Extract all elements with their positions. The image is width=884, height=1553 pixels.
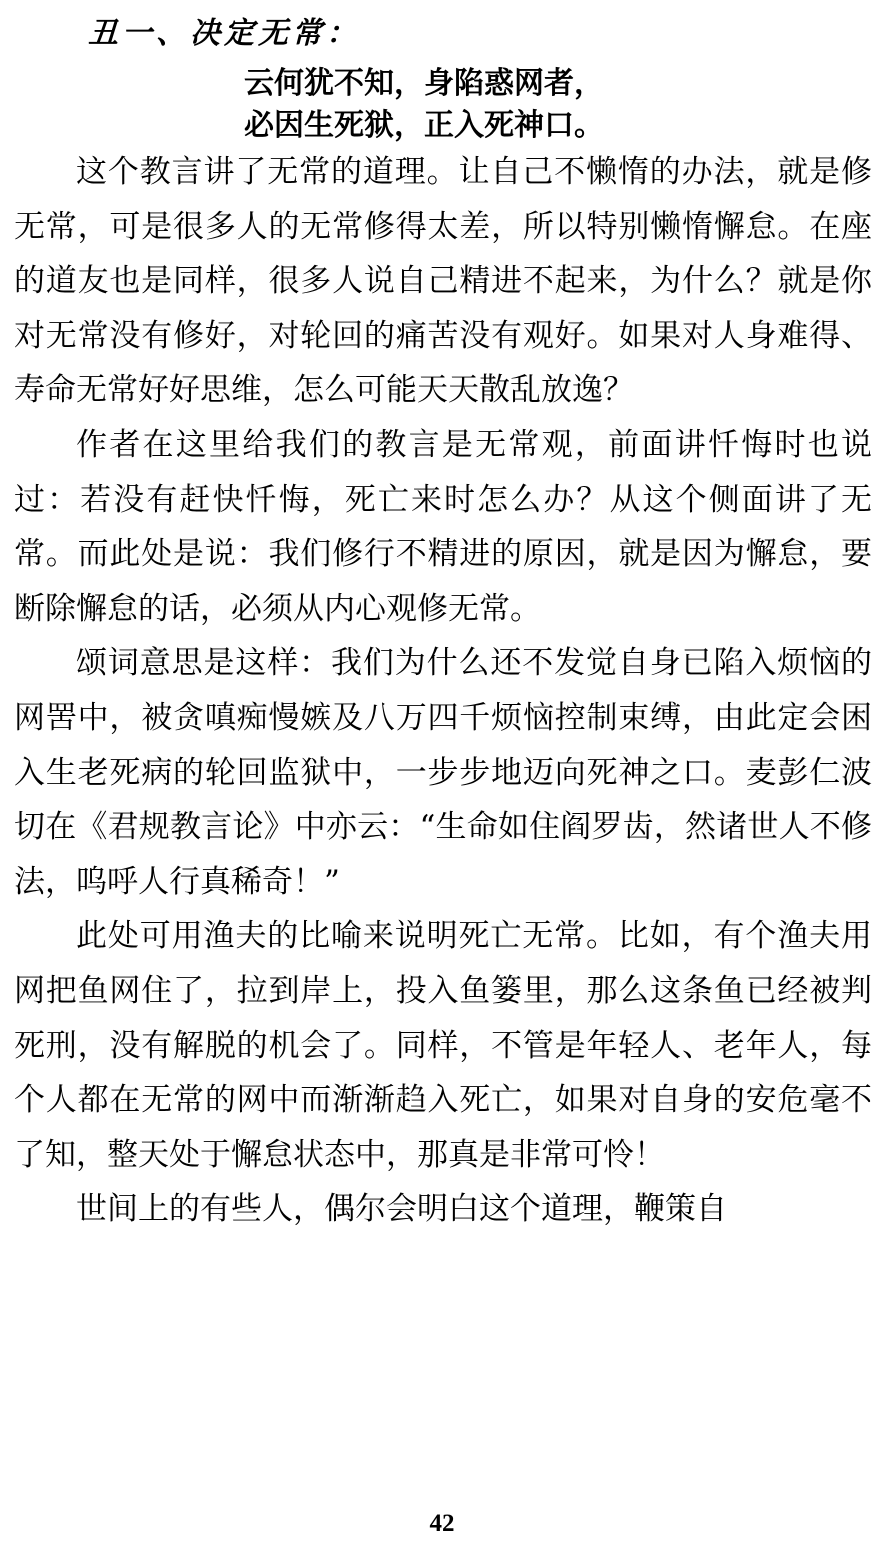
paragraph-4: 此处可用渔夫的比喻来说明死亡无常。比如，有个渔夫用网把鱼网住了，拉到岸上，投入鱼篓里，那么这条鱼已经被判死刑，没有解脱的机会了。同样，不管是年轻人、老年人，每个人都在无常的网中而渐渐趋入死亡，如果对自身的安危毫不了知，整天处于懈怠状态中，那真是非常可怜！ [14,918,872,1173]
paragraph-5: 世间上的有些人，偶尔会明白这个道理，鞭策自 [76,1191,727,1228]
commentary-body [14,145,872,1237]
verse-line-2: 必因生死狱，正入死神口。 [244,108,604,143]
verse-line-1: 云何犹不知，身陷惑网者， [244,66,604,101]
paragraph-1: 这个教言讲了无常的道理。让自己不懒惰的办法，就是修无常，可是很多人的无常修得太差，所以特别懒惰懈怠。在座的道友也是同样，很多人说自己精进不起来，为什么？就是你对无常没有修好，对轮回的痛苦没有观好。如果对人身难得、寿命无常好好思维，怎么可能天天散乱放逸？ [14,154,872,409]
section-heading: 丑一、决定无常： [88,16,360,51]
paragraph-3: 颂词意思是这样：我们为什么还不发觉自身已陷入烦恼的网罟中，被贪嗔痴慢嫉及八万四千烦恼控制束缚，由此定会困入生老死病的轮回监狱中，一步步地迈向死神之口。麦彭仁波切在《君规教言论》中亦云：“生命如住阎罗齿，然诸世人不修法，呜呼人行真稀奇！” [14,645,872,900]
paragraph-2: 作者在这里给我们的教言是无常观，前面讲忏悔时也说过：若没有赶快忏悔，死亡来时怎么办？从这个侧面讲了无常。而此处是说：我们修行不精进的原因，就是因为懈怠，要断除懈怠的话，必须从内心观修无常。 [14,426,872,627]
page-number: 42 [429,1510,455,1537]
